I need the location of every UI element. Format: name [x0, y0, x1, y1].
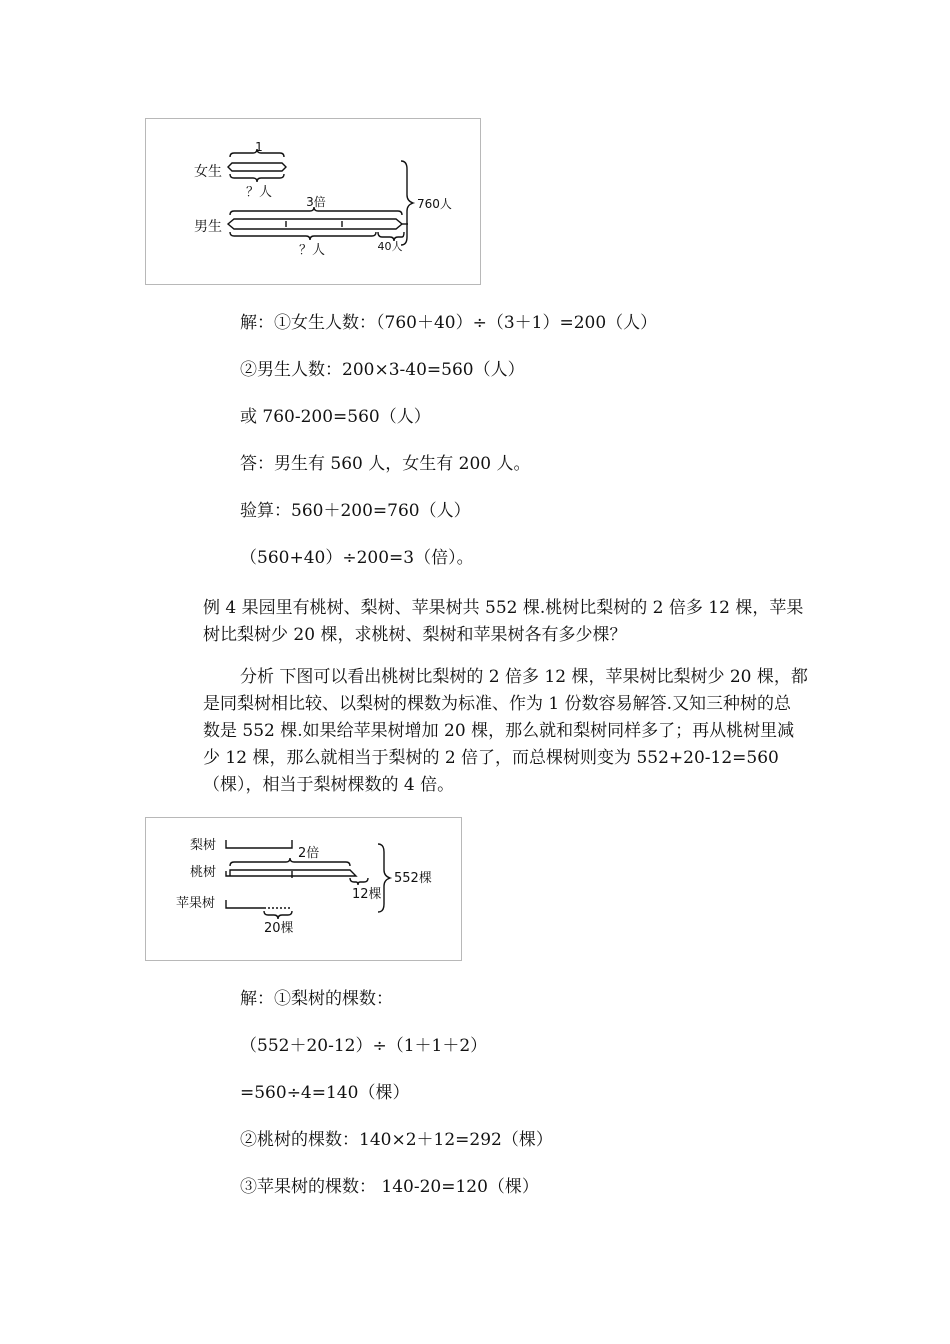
solution2-line4: ②桃树的棵数：140×2＋12=292（棵） — [240, 1130, 553, 1150]
extra-label: 40人 — [377, 240, 403, 253]
peach-top-brace — [230, 858, 350, 866]
solution1-line2: ②男生人数：200×3-40=560（人） — [240, 360, 525, 380]
apple-segment — [226, 900, 264, 908]
solution2-line1: 解：①梨树的棵数： — [240, 989, 393, 1009]
girls-label: 女生 — [194, 164, 222, 180]
total-brace — [401, 161, 413, 245]
peach-segment — [226, 870, 356, 876]
pear-segment — [226, 840, 292, 848]
solution1-line4: 答：男生有 560 人，女生有 200 人。 — [240, 454, 531, 474]
girls-unknown-label: ？人 — [245, 185, 273, 200]
boys-label: 男生 — [194, 219, 222, 235]
solution1-line1: 解：①女生人数：（760＋40）÷（3＋1）=200（人） — [240, 313, 658, 333]
solution1-line3: 或 760-200=560（人） — [240, 407, 431, 427]
less-brace — [264, 911, 292, 919]
diagram-trees — [145, 817, 462, 961]
total-label: 552棵 — [394, 871, 432, 886]
example4-analysis: 分析 下图可以看出桃树比梨树的 2 倍多 12 棵，苹果树比梨树少 20 棵，都是同梨树相比较、以梨树的棵数为标准、作为 1 份数容易解答.又知三种树的总数是 552 棵.如果给苹果树增加 20 棵，那么就和梨树同样多了；再从桃树里减少 12 棵，那么就相当于梨树的 2 倍了，而总棵树则变为 552+20-12=560（棵），相当于梨树棵数的 4 倍。 — [203, 667, 808, 795]
extra-label: 12棵 — [352, 887, 382, 902]
diagram-trees-svg — [146, 818, 461, 960]
boys-segment — [228, 219, 402, 229]
solution2-line3: =560÷4=140（棵） — [240, 1083, 410, 1103]
diagram-girls-boys — [145, 118, 481, 285]
boys-bottom-brace — [230, 232, 376, 240]
unit-label: 1 — [255, 140, 263, 154]
solution2-line2: （552＋20-12）÷（1＋1＋2） — [240, 1036, 488, 1056]
solution1-line5: 验算：560＋200=760（人） — [240, 501, 471, 521]
peach-label: 桃树 — [190, 865, 217, 880]
boys-unknown-label: ？人 — [298, 243, 326, 258]
girls-bottom-brace — [230, 174, 284, 182]
times-label: 3倍 — [306, 195, 326, 209]
extra-brace — [350, 878, 368, 885]
total-label: 760人 — [417, 197, 452, 211]
pear-label: 梨树 — [190, 838, 217, 853]
apple-label: 苹果树 — [176, 896, 216, 911]
solution2-line5: ③苹果树的棵数： 140-20=120（棵） — [240, 1177, 539, 1197]
peach-times-label: 2倍 — [298, 846, 320, 861]
diagram-girls-boys-svg — [146, 119, 480, 284]
example4-problem: 例 4 果园里有桃树、梨树、苹果树共 552 棵.桃树比梨树的 2 倍多 12 棵，苹果树比梨树少 20 棵，求桃树、梨树和苹果树各有多少棵？ — [203, 598, 804, 645]
less-label: 20棵 — [264, 921, 294, 936]
girls-segment — [228, 163, 286, 171]
solution1-line6: （560+40）÷200=3（倍）。 — [240, 548, 474, 568]
